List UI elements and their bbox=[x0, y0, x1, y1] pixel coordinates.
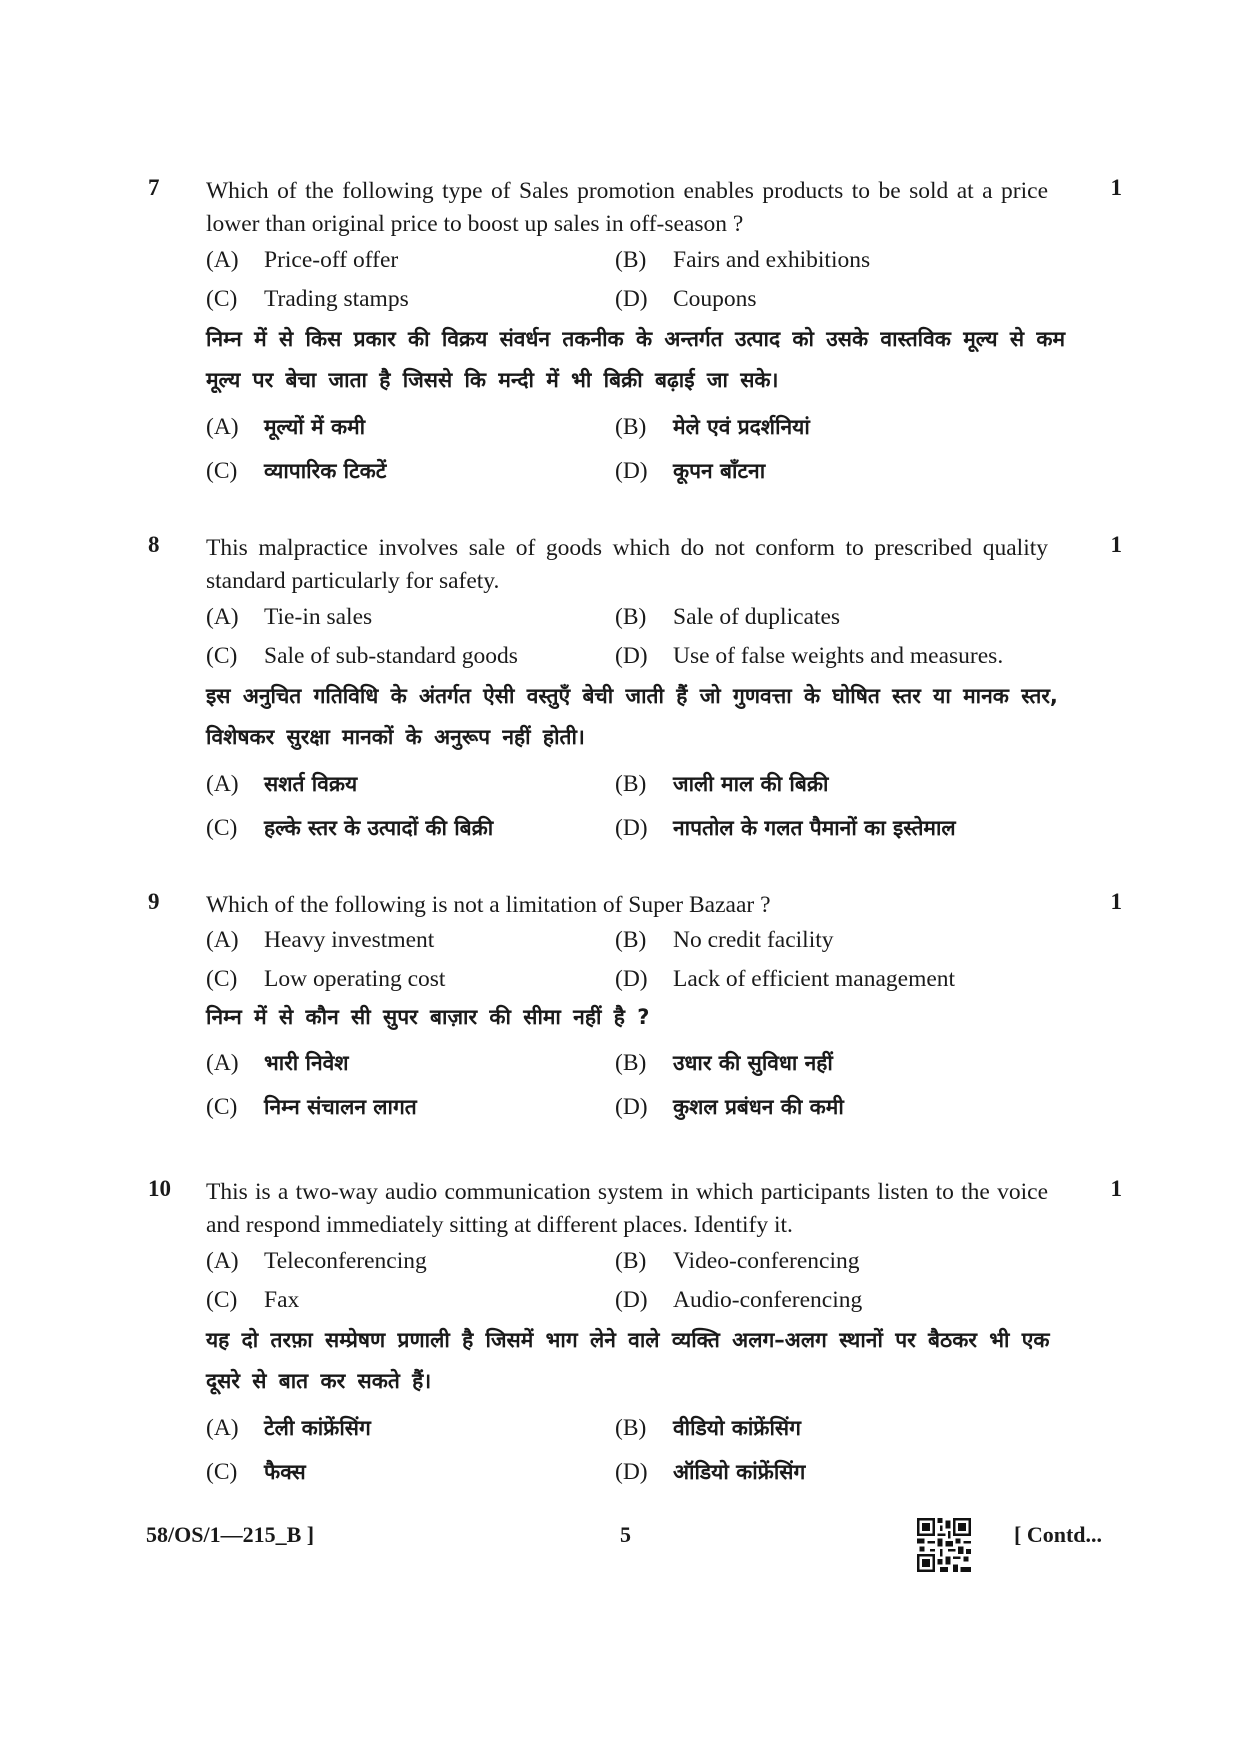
option-d-hindi: (D) कूपन बाँटना bbox=[615, 458, 766, 484]
option-c-english: (C) Fax bbox=[206, 1287, 300, 1313]
option-b-english: (B) Sale of duplicates bbox=[615, 604, 841, 630]
option-a-english: (A) Price-off offer bbox=[206, 247, 399, 273]
option-c-english: (C) Trading stamps bbox=[206, 286, 409, 312]
option-a-hindi: (A) सशर्त विक्रय bbox=[206, 771, 358, 797]
option-d-english: (D) Use of false weights and measures. bbox=[615, 643, 1004, 669]
option-d-hindi: (D) नापतोल के गलत पैमानों का इस्तेमाल bbox=[615, 815, 956, 841]
option-b-english: (B) Fairs and exhibitions bbox=[615, 247, 871, 273]
option-a-hindi: (A) भारी निवेश bbox=[206, 1050, 349, 1076]
option-b-english: (B) No credit facility bbox=[615, 927, 834, 953]
question-marks: 1 bbox=[1110, 532, 1122, 557]
option-c-english: (C) Sale of sub-standard goods bbox=[206, 643, 518, 669]
option-a-english: (A) Tie-in sales bbox=[206, 604, 373, 630]
question-number: 8 bbox=[148, 532, 160, 557]
question-marks: 1 bbox=[1110, 175, 1122, 200]
question-text-english: This malpractice involves sale of goods which do not conform to prescribed quality standard particularly for safety. bbox=[206, 535, 1048, 594]
option-b-hindi: (B) मेले एवं प्रदर्शनियां bbox=[615, 414, 810, 440]
option-a-hindi: (A) टेली कांफ्रेंसिंग bbox=[206, 1415, 371, 1441]
option-d-english: (D) Audio-conferencing bbox=[615, 1287, 863, 1313]
paper-code: 58/OS/1—215_B ] bbox=[146, 1522, 315, 1547]
continued-label: [ Contd... bbox=[1014, 1522, 1103, 1547]
option-d-english: (D) Lack of efficient management bbox=[615, 966, 956, 992]
question-text-english: This is a two-way audio communication system in which participants listen to the voice and respond immediately sitting at different places. Identify it. bbox=[206, 1179, 1048, 1238]
option-a-english: (A) Teleconferencing bbox=[206, 1248, 427, 1274]
question-text-english: Which of the following type of Sales promotion enables products to be sold at a price lower than original price to boost up sales in off-season ? bbox=[206, 178, 1048, 237]
question-number: 7 bbox=[148, 175, 160, 200]
option-a-english: (A) Heavy investment bbox=[206, 927, 435, 953]
option-c-hindi: (C) व्यापारिक टिकटें bbox=[206, 458, 387, 484]
question-number: 9 bbox=[148, 889, 160, 914]
question-text-hindi: इस अनुचित गतिविधि के अंतर्गत ऐसी वस्तुएँ बेची जाती हैं जो गुणवत्ता के घोषित स्तर या मानक स्तर, विशेषकर सुरक्षा मानकों के अनुरूप नहीं होती। bbox=[206, 684, 1058, 749]
question-text-english: Which of the following is not a limitation of Super Bazaar ? bbox=[206, 892, 771, 918]
question-text-hindi: यह दो तरफ़ा सम्प्रेषण प्रणाली है जिसमें भाग लेने वाले व्यक्ति अलग–अलग स्थानों पर बैठकर भी एक दूसरे से बात कर सकते हैं। bbox=[206, 1328, 1050, 1393]
option-c-hindi: (C) फैक्स bbox=[206, 1459, 306, 1485]
question-text-hindi: निम्न में से कौन सी सुपर बाज़ार की सीमा नहीं है ? bbox=[206, 1005, 650, 1029]
option-c-english: (C) Low operating cost bbox=[206, 966, 446, 992]
option-d-hindi: (D) ऑडियो कांफ्रेंसिंग bbox=[615, 1459, 806, 1485]
page-number: 5 bbox=[620, 1522, 631, 1547]
option-b-hindi: (B) वीडियो कांफ्रेंसिंग bbox=[615, 1415, 801, 1441]
option-d-english: (D) Coupons bbox=[615, 286, 757, 312]
question-marks: 1 bbox=[1110, 889, 1122, 914]
question-text-hindi: निम्न में से किस प्रकार की विक्रय संवर्धन तकनीक के अन्तर्गत उत्पाद को उसके वास्तविक मूल्य से कम मूल्य पर बेचा जाता है जिससे कि मन्दी में भी बिक्री बढ़ाई जा सके। bbox=[206, 327, 1066, 392]
option-a-hindi: (A) मूल्यों में कमी bbox=[206, 414, 366, 440]
question-marks: 1 bbox=[1110, 1176, 1122, 1201]
option-b-hindi: (B) जाली माल की बिक्री bbox=[615, 771, 829, 797]
question-number: 10 bbox=[148, 1176, 171, 1201]
option-b-hindi: (B) उधार की सुविधा नहीं bbox=[615, 1050, 833, 1076]
option-b-english: (B) Video-conferencing bbox=[615, 1248, 860, 1274]
option-c-hindi: (C) निम्न संचालन लागत bbox=[206, 1094, 417, 1120]
option-c-hindi: (C) हल्के स्तर के उत्पादों की बिक्री bbox=[206, 815, 494, 841]
qr-code-icon bbox=[917, 1518, 971, 1572]
page-footer bbox=[0, 1518, 1240, 1568]
option-d-hindi: (D) कुशल प्रबंधन की कमी bbox=[615, 1094, 844, 1120]
